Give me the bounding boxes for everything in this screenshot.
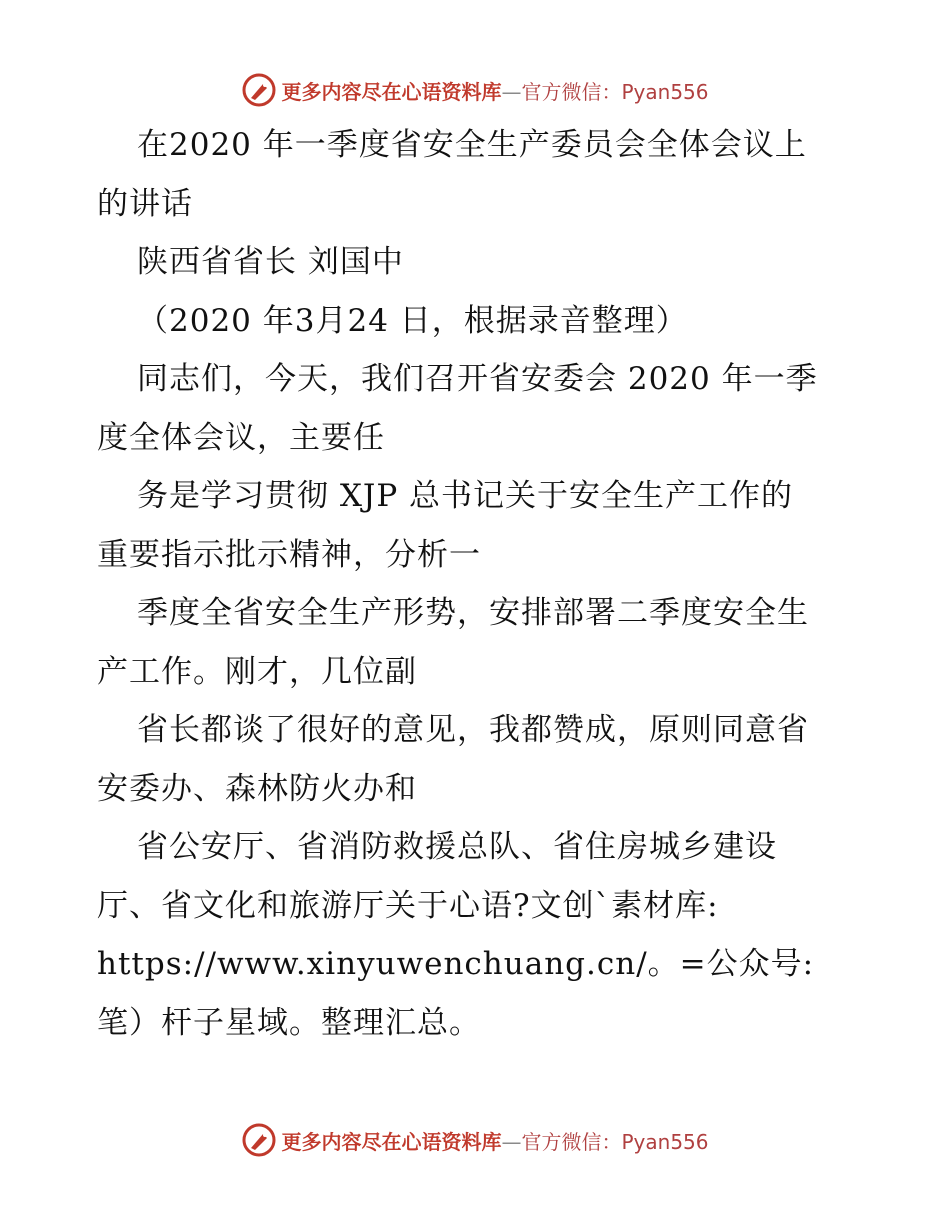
watermark-wechat-id: Pyan556 bbox=[621, 1129, 709, 1154]
watermark-wechat-id: Pyan556 bbox=[621, 79, 709, 104]
watermark-separator: — bbox=[501, 1129, 522, 1154]
title-line-1: 在2020 年一季度省安全生产委员会全体会议上 bbox=[137, 127, 807, 163]
pen-nib-logo-icon bbox=[241, 72, 277, 108]
title-line-2: 的讲话 bbox=[97, 185, 193, 222]
date-line: （2020 年3月24 日，根据录音整理） bbox=[137, 302, 688, 339]
paragraph-line: 重要指示批示精神，分析一 bbox=[97, 536, 481, 573]
watermark-text bbox=[281, 76, 708, 105]
header-watermark-banner bbox=[0, 70, 950, 110]
document-body bbox=[97, 116, 867, 1052]
paragraph-line: 省公安厅、省消防救援总队、省住房城乡建设 bbox=[137, 829, 777, 865]
watermark-brand: 更多内容尽在心语资料库 bbox=[281, 1129, 502, 1154]
watermark-wechat-label: 官方微信： bbox=[521, 79, 622, 104]
paragraph-line: 产工作。刚才，几位副 bbox=[97, 653, 417, 690]
paragraph-line: 同志们，今天，我们召开省安委会 2020 年一季 bbox=[137, 361, 818, 397]
paragraph-line: 笔）杆子星域。整理汇总。 bbox=[97, 1004, 481, 1041]
footer-watermark-banner bbox=[0, 1120, 950, 1160]
author-line: 陕西省省长 刘国中 bbox=[137, 244, 404, 280]
watermark-brand: 更多内容尽在心语资料库 bbox=[281, 79, 502, 104]
paragraph-line: 度全体会议，主要任 bbox=[97, 419, 385, 456]
watermark-wechat-label: 官方微信： bbox=[521, 1129, 622, 1154]
paragraph-line: 务是学习贯彻 XJP 总书记关于安全生产工作的 bbox=[137, 478, 794, 514]
watermark-text bbox=[281, 1126, 708, 1155]
paragraph-line: 安委办、森林防火办和 bbox=[97, 770, 417, 807]
pen-nib-logo-icon bbox=[241, 1122, 277, 1158]
paragraph-line: 省长都谈了很好的意见，我都赞成，原则同意省 bbox=[137, 712, 809, 748]
paragraph-line: https://www.xinyuwenchuang.cn/。=公众号: bbox=[97, 946, 815, 982]
paragraph-line: 厅、省文化和旅游厅关于心语?文创`素材库: bbox=[97, 887, 719, 924]
watermark-separator: — bbox=[501, 79, 522, 104]
paragraph-line: 季度全省安全生产形势，安排部署二季度安全生 bbox=[137, 595, 809, 631]
